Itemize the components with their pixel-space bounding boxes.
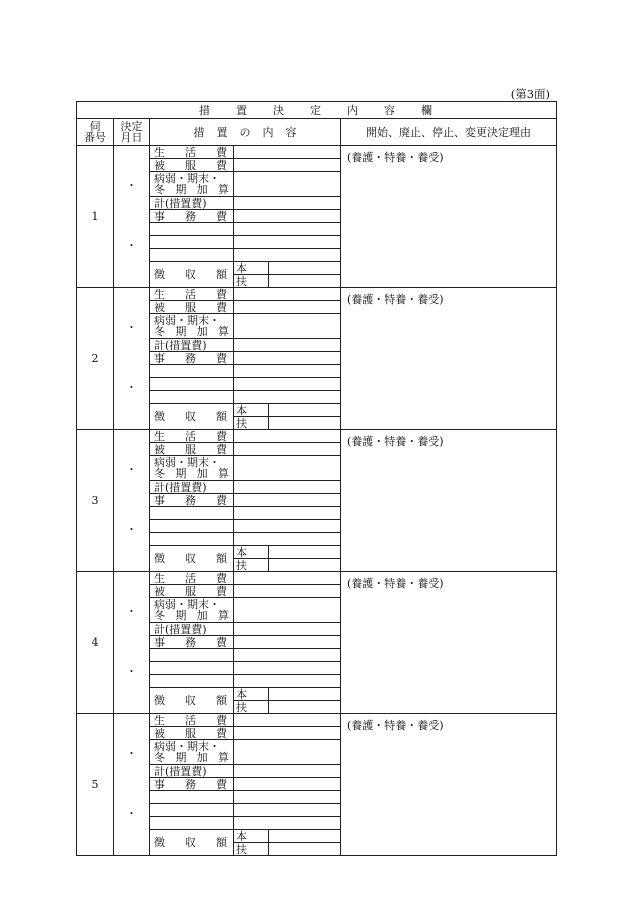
supporter-amount[interactable] [269, 275, 341, 288]
date-separator: ・ [126, 523, 137, 536]
blank-amount[interactable] [234, 649, 341, 662]
col-header-content: 措 置 の 内 容 [150, 119, 341, 146]
blank-label[interactable] [150, 649, 234, 662]
decision-reason-cell[interactable] [341, 430, 557, 572]
supporter-amount[interactable] [269, 417, 341, 430]
total-amount[interactable] [234, 765, 341, 778]
label-collection-amount: 徴 収 額 [150, 404, 234, 430]
facility-type-options: (養護・特養・養受) [347, 151, 444, 164]
facility-type-options: (養護・特養・養受) [347, 719, 444, 732]
blank-amount[interactable] [234, 391, 341, 404]
entry-number: 2 [77, 288, 114, 430]
total-amount[interactable] [234, 197, 341, 210]
additional-allowance-amount[interactable] [234, 172, 341, 197]
blank-amount[interactable] [234, 804, 341, 817]
blank-label[interactable] [150, 675, 234, 688]
blank-label[interactable] [150, 520, 234, 533]
blank-amount[interactable] [234, 249, 341, 262]
principal-amount[interactable] [269, 688, 341, 701]
label-collection-amount: 徴 収 額 [150, 546, 234, 572]
clothing-cost-amount[interactable] [234, 727, 341, 740]
additional-allowance-amount[interactable] [234, 598, 341, 623]
label-supporter: 扶 [234, 275, 269, 288]
entry-row [77, 146, 557, 159]
label-principal: 本 [234, 262, 269, 275]
clothing-cost-amount[interactable] [234, 443, 341, 456]
label-supporter: 扶 [234, 559, 269, 572]
label-additional-allowance: 病弱・期末・ 冬 期 加 算 [150, 598, 234, 623]
label-office-cost: 事 務 費 [150, 210, 234, 223]
clothing-cost-amount[interactable] [234, 159, 341, 172]
label-clothing-cost: 被 服 費 [150, 301, 234, 314]
label-clothing-cost: 被 服 費 [150, 585, 234, 598]
label-supporter: 扶 [234, 843, 269, 856]
office-cost-amount[interactable] [234, 210, 341, 223]
blank-label[interactable] [150, 817, 234, 830]
clothing-cost-amount[interactable] [234, 301, 341, 314]
decision-date-cell[interactable] [114, 146, 150, 288]
label-living-cost: 生 活 費 [150, 430, 234, 443]
date-separator: ・ [126, 807, 137, 820]
blank-amount[interactable] [234, 662, 341, 675]
label-principal: 本 [234, 404, 269, 417]
col-header-reason: 開始、廃止、停止、変更決定理由 [341, 119, 557, 146]
blank-label[interactable] [150, 791, 234, 804]
label-collection-amount: 徴 収 額 [150, 830, 234, 856]
blank-amount[interactable] [234, 223, 341, 236]
blank-label[interactable] [150, 365, 234, 378]
blank-amount[interactable] [234, 520, 341, 533]
blank-label[interactable] [150, 391, 234, 404]
date-separator: ・ [126, 665, 137, 678]
label-total: 計(措置費) [150, 765, 234, 778]
entry-number: 1 [77, 146, 114, 288]
blank-label[interactable] [150, 662, 234, 675]
total-amount[interactable] [234, 623, 341, 636]
entry-number: 5 [77, 714, 114, 856]
label-clothing-cost: 被 服 費 [150, 159, 234, 172]
label-total: 計(措置費) [150, 481, 234, 494]
decision-date-cell[interactable] [114, 430, 150, 572]
date-separator: ・ [126, 321, 137, 334]
blank-amount[interactable] [234, 378, 341, 391]
principal-amount[interactable] [269, 262, 341, 275]
blank-label[interactable] [150, 249, 234, 262]
blank-label[interactable] [150, 378, 234, 391]
decision-date-cell[interactable] [114, 714, 150, 856]
decision-reason-cell[interactable] [341, 714, 557, 856]
column-header-row [77, 119, 557, 146]
label-living-cost: 生 活 費 [150, 146, 234, 159]
blank-amount[interactable] [234, 507, 341, 520]
principal-amount[interactable] [269, 546, 341, 559]
living-cost-amount[interactable] [234, 572, 341, 585]
facility-type-options: (養護・特養・養受) [347, 577, 444, 590]
additional-allowance-amount[interactable] [234, 740, 341, 765]
label-collection-amount: 徴 収 額 [150, 262, 234, 288]
office-cost-amount[interactable] [234, 636, 341, 649]
supporter-amount[interactable] [269, 843, 341, 856]
label-additional-allowance: 病弱・期末・ 冬 期 加 算 [150, 740, 234, 765]
blank-label[interactable] [150, 223, 234, 236]
col-header-date: 決定 月日 [114, 119, 150, 146]
table-title-row [77, 102, 557, 119]
supporter-amount[interactable] [269, 701, 341, 714]
table-title: 措 置 決 定 内 容 欄 [77, 102, 557, 119]
supporter-amount[interactable] [269, 559, 341, 572]
facility-type-options: (養護・特養・養受) [347, 435, 444, 448]
blank-amount[interactable] [234, 791, 341, 804]
label-office-cost: 事 務 費 [150, 636, 234, 649]
decision-reason-cell[interactable] [341, 146, 557, 288]
clothing-cost-amount[interactable] [234, 585, 341, 598]
entry-row [77, 572, 557, 585]
decision-date-cell[interactable] [114, 572, 150, 714]
label-principal: 本 [234, 688, 269, 701]
additional-allowance-amount[interactable] [234, 456, 341, 481]
date-separator: ・ [126, 747, 137, 760]
entry-number: 3 [77, 430, 114, 572]
blank-amount[interactable] [234, 533, 341, 546]
label-principal: 本 [234, 546, 269, 559]
blank-label[interactable] [150, 804, 234, 817]
office-cost-amount[interactable] [234, 494, 341, 507]
principal-amount[interactable] [269, 830, 341, 843]
label-additional-allowance: 病弱・期末・ 冬 期 加 算 [150, 314, 234, 339]
decision-reason-cell[interactable] [341, 288, 557, 430]
blank-label[interactable] [150, 507, 234, 520]
facility-type-options: (養護・特養・養受) [347, 293, 444, 306]
blank-label[interactable] [150, 533, 234, 546]
decision-date-cell[interactable] [114, 288, 150, 430]
label-additional-allowance: 病弱・期末・ 冬 期 加 算 [150, 172, 234, 197]
date-separator: ・ [126, 381, 137, 394]
total-amount[interactable] [234, 339, 341, 352]
col-header-number: 伺 番号 [77, 119, 114, 146]
label-living-cost: 生 活 費 [150, 288, 234, 301]
date-separator: ・ [126, 605, 137, 618]
entry-number: 4 [77, 572, 114, 714]
living-cost-amount[interactable] [234, 714, 341, 727]
decision-reason-cell[interactable] [341, 572, 557, 714]
label-office-cost: 事 務 費 [150, 494, 234, 507]
label-supporter: 扶 [234, 701, 269, 714]
entry-row [77, 430, 557, 443]
blank-amount[interactable] [234, 236, 341, 249]
label-office-cost: 事 務 費 [150, 778, 234, 791]
label-living-cost: 生 活 費 [150, 572, 234, 585]
label-living-cost: 生 活 費 [150, 714, 234, 727]
date-separator: ・ [126, 179, 137, 192]
label-total: 計(措置費) [150, 623, 234, 636]
measure-decision-table [76, 101, 557, 856]
label-total: 計(措置費) [150, 197, 234, 210]
office-cost-amount[interactable] [234, 778, 341, 791]
blank-amount[interactable] [234, 365, 341, 378]
label-principal: 本 [234, 830, 269, 843]
date-separator: ・ [126, 239, 137, 252]
label-clothing-cost: 被 服 費 [150, 727, 234, 740]
living-cost-amount[interactable] [234, 430, 341, 443]
blank-amount[interactable] [234, 817, 341, 830]
label-clothing-cost: 被 服 費 [150, 443, 234, 456]
label-collection-amount: 徴 収 額 [150, 688, 234, 714]
additional-allowance-amount[interactable] [234, 314, 341, 339]
date-separator: ・ [126, 463, 137, 476]
total-amount[interactable] [234, 481, 341, 494]
entry-row [77, 714, 557, 727]
office-cost-amount[interactable] [234, 352, 341, 365]
label-office-cost: 事 務 費 [150, 352, 234, 365]
page-number: (第3面) [510, 87, 550, 101]
label-supporter: 扶 [234, 417, 269, 430]
entry-row [77, 288, 557, 301]
principal-amount[interactable] [269, 404, 341, 417]
living-cost-amount[interactable] [234, 146, 341, 159]
label-additional-allowance: 病弱・期末・ 冬 期 加 算 [150, 456, 234, 481]
living-cost-amount[interactable] [234, 288, 341, 301]
blank-amount[interactable] [234, 675, 341, 688]
label-total: 計(措置費) [150, 339, 234, 352]
blank-label[interactable] [150, 236, 234, 249]
